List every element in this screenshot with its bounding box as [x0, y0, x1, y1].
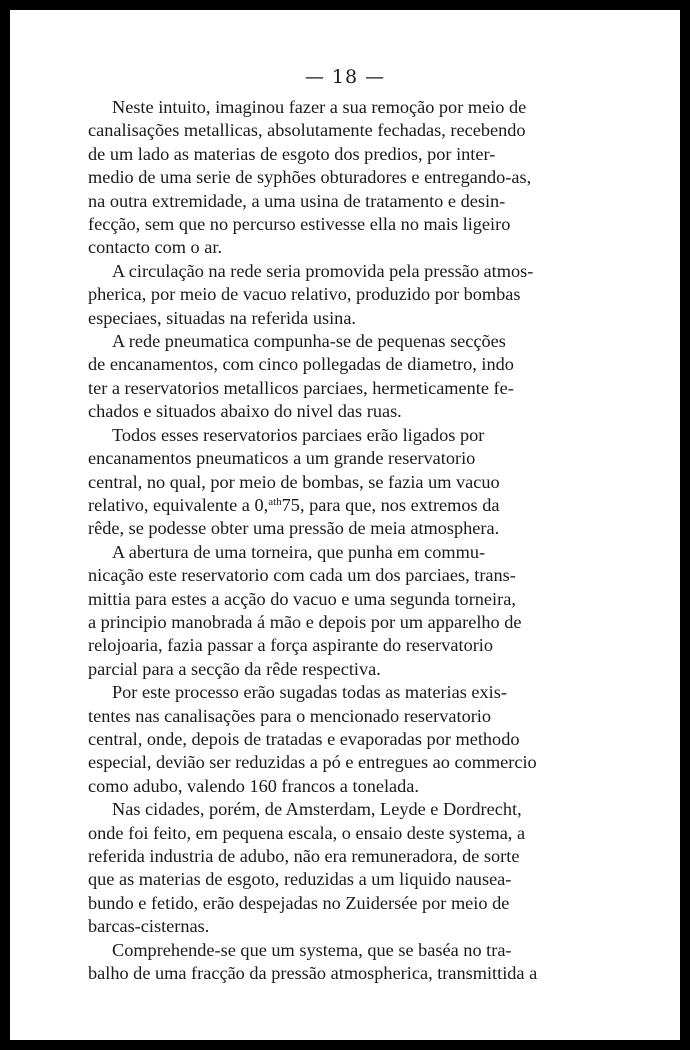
text-line: Neste intuito, imaginou fazer a sua remoção por meio de	[112, 97, 527, 117]
text-line: rêde, se podesse obter uma pressão de meia atmosphera.	[88, 518, 500, 539]
text-line: pherica, por meio de vacuo relativo, produzido por bombas	[88, 284, 521, 305]
text-line: encanamentos pneumaticos a um grande reservatorio	[88, 448, 476, 469]
text-line: central, no qual, por meio de bombas, se fazia um vacuo	[88, 471, 500, 492]
text-line: fecção, sem que no percurso estivesse ella no mais ligeiro	[88, 214, 511, 235]
text-line: Comprehende-se que um systema, que se baséa no tra-	[112, 939, 512, 960]
document-page	[10, 10, 680, 1040]
text-line: de encanamentos, com cinco pollegadas de diametro, indo	[88, 354, 514, 375]
paragraph-4	[88, 424, 597, 541]
paragraph-3	[88, 330, 597, 424]
text-line: nicação este reservatorio com cada um dos parciaes, trans-	[88, 565, 516, 586]
text-line: especiaes, situadas na referida usina.	[88, 307, 357, 328]
text-line: na outra extremidade, a uma usina de tratamento e desin-	[88, 190, 506, 211]
body-text	[88, 96, 597, 985]
paragraph-6	[88, 681, 597, 798]
text-line: mittia para estes a acção do vacuo e uma segunda torneira,	[88, 588, 516, 609]
text-line: barcas-cisternas.	[88, 916, 210, 937]
superscript-unit: ath	[268, 495, 282, 508]
text-line: A circulação na rede seria promovida pela pressão atmos-	[112, 260, 534, 281]
paragraph-7	[88, 798, 597, 938]
text-line: ter a reservatorios metallicos parciaes, hermeticamente fe-	[88, 377, 514, 398]
text-line: chados e situados abaixo do nivel das ruas.	[88, 401, 402, 422]
text-line: de um lado as materias de esgoto dos predios, por inter-	[88, 143, 496, 164]
text-line: canalisações metallicas, absolutamente fechadas, recebendo	[88, 120, 526, 141]
paragraph-1	[88, 96, 597, 260]
paragraph-5	[88, 541, 597, 681]
text-line: relojoaria, fazia passar a força aspirante do reservatorio	[88, 635, 494, 656]
text-line: especial, devião ser reduzidas a pó e entregues ao commercio	[88, 752, 537, 773]
text-line: Por este processo erão sugadas todas as materias exis-	[112, 682, 507, 703]
text-line: parcial para a secção da rêde respectiva.	[88, 658, 381, 679]
text-line: referida industria de adubo, não era remuneradora, de sorte	[88, 846, 520, 866]
text-line: medio de uma serie de syphões obturadores e entregando-as,	[88, 167, 532, 188]
text-line: bundo e fetido, erão despejadas no Zuidersée por meio de	[88, 892, 510, 913]
text-line: central, onde, depois de tratadas e evaporadas por methodo	[88, 728, 520, 749]
text-line: Todos esses reservatorios parciaes erão ligados por	[112, 424, 485, 445]
paragraph-2	[88, 260, 597, 330]
page-number: — 18 —	[304, 66, 386, 88]
text-line: onde foi feito, em pequena escala, o ensaio deste systema, a	[88, 822, 526, 843]
text-line: que as materias de esgoto, reduzidas a um liquido nausea-	[88, 869, 512, 890]
text-line: a principio manobrada á mão e depois por um apparelho de	[88, 611, 522, 632]
text-line: tentes nas canalisações para o mencionado reservatorio	[88, 705, 492, 726]
paragraph-8	[88, 939, 597, 986]
text-line: como adubo, valendo 160 francos a tonelada.	[88, 775, 419, 796]
text-line: A rede pneumatica compunha-se de pequenas secções	[112, 331, 506, 352]
text-line: relativo, equivalente a 0,$^{ath}$75, para que, nos extremos da	[88, 494, 500, 515]
text-line: Nas cidades, porém, de Amsterdam, Leyde e Dordrecht,	[112, 799, 522, 820]
text-line: A abertura de uma torneira, que punha em commu-	[112, 541, 486, 562]
text-line: contacto com o ar.	[88, 237, 223, 258]
text-line: balho de uma fracção da pressão atmospherica, transmittida a	[88, 963, 538, 984]
